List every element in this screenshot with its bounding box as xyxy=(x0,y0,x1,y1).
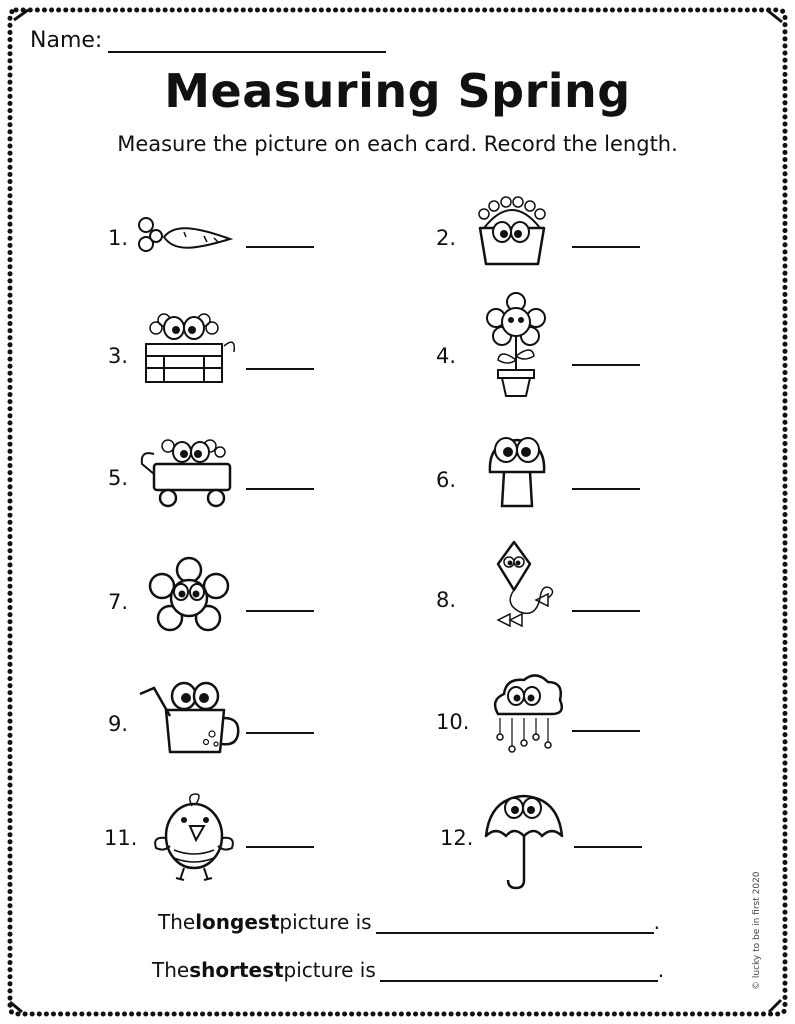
answer-blank[interactable] xyxy=(246,610,314,612)
copyright-note: © lucky to be in first 2020 xyxy=(752,871,762,990)
item-number: 9. xyxy=(108,712,129,736)
longest-prefix: The xyxy=(158,910,196,934)
measure-item-12 xyxy=(440,786,700,886)
answer-blank[interactable] xyxy=(572,364,640,366)
answer-blank[interactable] xyxy=(572,488,640,490)
mushroom-icon xyxy=(484,428,550,514)
measure-item-2 xyxy=(436,194,696,294)
measure-item-3 xyxy=(108,306,368,406)
item-number: 2. xyxy=(436,226,457,250)
longest-suffix: picture is xyxy=(279,910,372,934)
answer-blank[interactable] xyxy=(572,246,640,248)
carrot-icon xyxy=(134,212,234,262)
measure-item-8 xyxy=(436,538,696,638)
answer-blank[interactable] xyxy=(572,730,640,732)
longest-sentence xyxy=(158,910,660,934)
longest-answer-line[interactable] xyxy=(376,912,654,934)
instructions: Measure the picture on each card. Record the length. xyxy=(117,132,678,156)
item-number: 6. xyxy=(436,468,457,492)
watering-can-icon xyxy=(136,676,240,756)
rain-cloud-icon xyxy=(490,674,564,754)
answer-blank[interactable] xyxy=(246,846,314,848)
flower-wagon-icon xyxy=(134,430,244,512)
shortest-sentence xyxy=(152,958,664,982)
umbrella-icon xyxy=(482,786,566,892)
answer-blank[interactable] xyxy=(574,846,642,848)
flower-icon xyxy=(146,556,232,638)
page-title: Measuring Spring xyxy=(164,64,631,118)
item-number: 8. xyxy=(436,588,457,612)
potted-flower-icon xyxy=(484,290,548,398)
longest-word: longest xyxy=(195,910,280,934)
measure-item-9 xyxy=(108,676,368,776)
shortest-period: . xyxy=(657,958,665,982)
answer-blank[interactable] xyxy=(246,368,314,370)
name-label: Name: xyxy=(30,28,103,53)
measure-item-1 xyxy=(108,200,368,300)
item-number: 7. xyxy=(108,590,129,614)
item-number: 4. xyxy=(436,344,457,368)
answer-blank[interactable] xyxy=(246,732,314,734)
bird-icon xyxy=(152,790,236,882)
shortest-answer-line[interactable] xyxy=(380,960,658,982)
item-number: 1. xyxy=(108,226,129,250)
measure-item-11 xyxy=(104,790,364,890)
name-line[interactable] xyxy=(108,29,386,53)
measure-item-6 xyxy=(436,428,696,528)
shortest-suffix: picture is xyxy=(283,958,376,982)
item-number: 5. xyxy=(108,466,129,490)
answer-blank[interactable] xyxy=(246,246,314,248)
flower-crate-icon xyxy=(134,306,244,388)
measure-item-4 xyxy=(436,290,696,390)
measure-item-10 xyxy=(436,674,696,774)
kite-icon xyxy=(492,538,562,634)
item-number: 3. xyxy=(108,344,129,368)
answer-blank[interactable] xyxy=(572,610,640,612)
shortest-prefix: The xyxy=(152,958,190,982)
item-number: 10. xyxy=(436,710,470,734)
flower-basket-icon xyxy=(470,194,554,270)
item-number: 11. xyxy=(104,826,138,850)
name-field[interactable] xyxy=(30,28,386,53)
measure-item-7 xyxy=(108,556,368,656)
longest-period: . xyxy=(653,910,660,934)
item-number: 12. xyxy=(440,826,474,850)
answer-blank[interactable] xyxy=(246,488,314,490)
shortest-word: shortest xyxy=(189,958,284,982)
measure-item-5 xyxy=(108,430,368,530)
